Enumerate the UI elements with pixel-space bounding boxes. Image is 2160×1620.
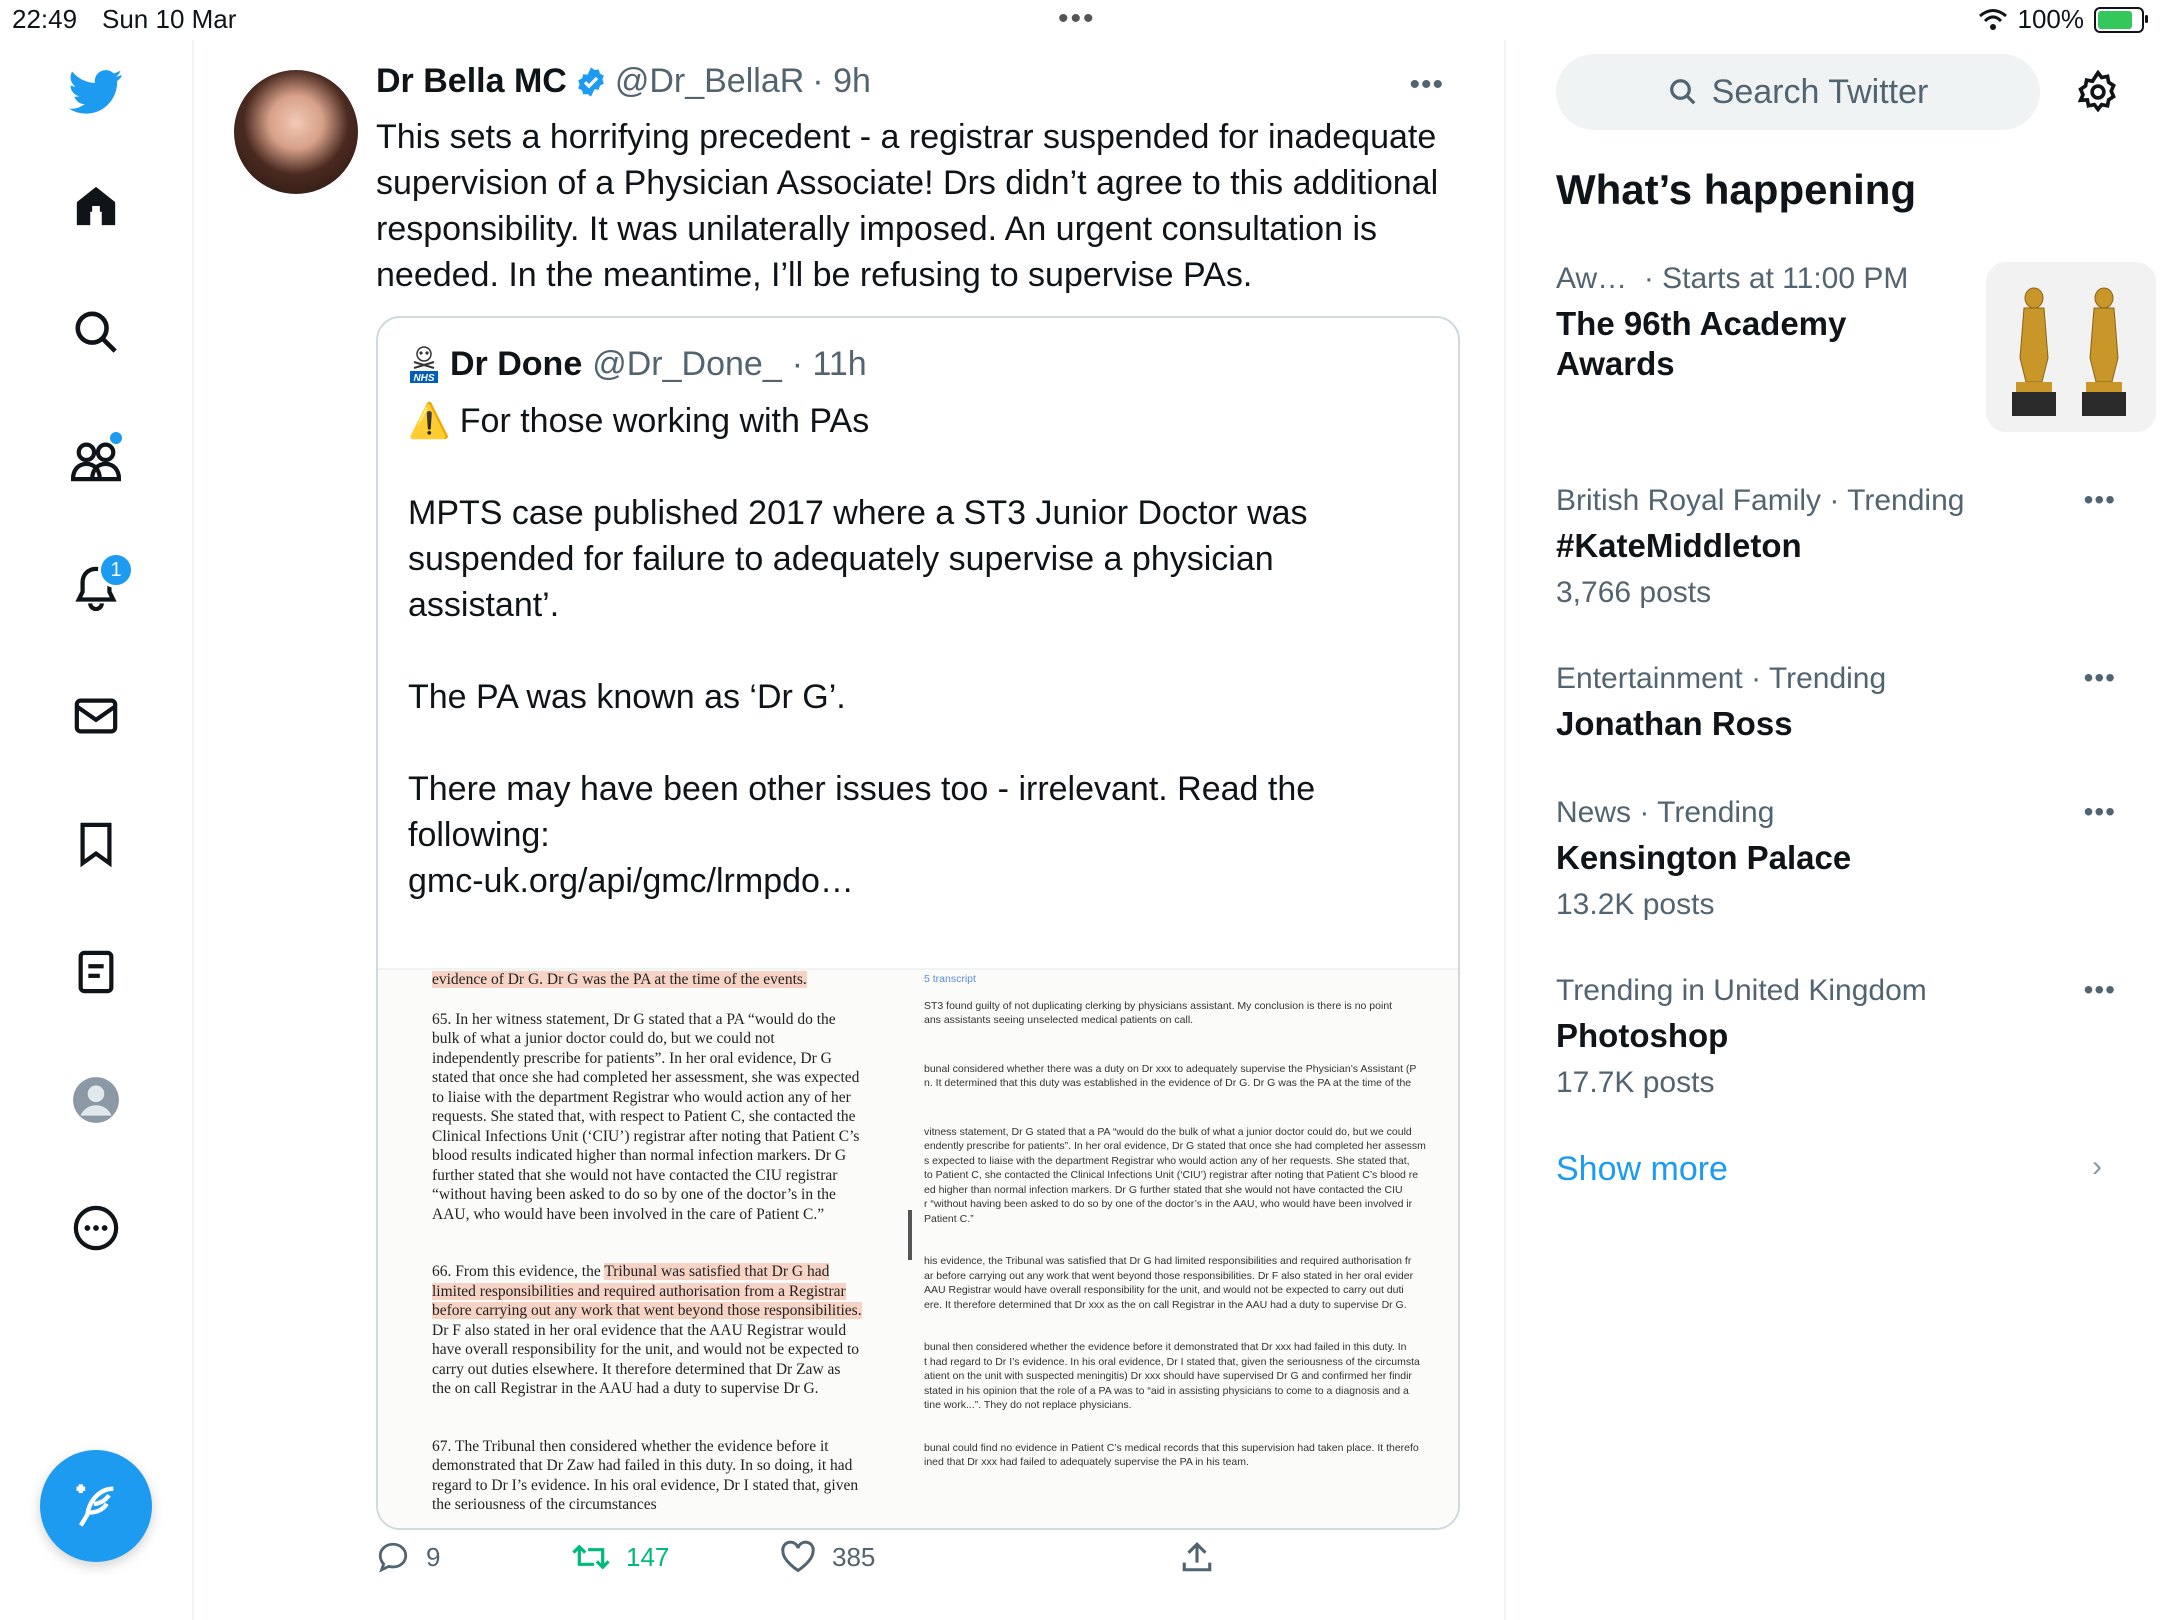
trend-more-icon[interactable]: ••• <box>2083 662 2116 693</box>
quoted-tweet-image[interactable] <box>378 968 1458 1530</box>
tweet-time[interactable]: · 9h <box>812 62 871 100</box>
doc-right-p1: ST3 found guilty of not duplicating clerking by physicians assistant. My conclusion is there is no point ans assistants seeing unselected medical patients on call. <box>924 999 1393 1026</box>
trend-topic: The 96th Academy Awards <box>1556 305 1847 382</box>
heart-icon <box>780 1540 816 1574</box>
share-icon <box>1180 1540 1214 1574</box>
status-date: Sun 10 Mar <box>102 4 237 34</box>
doc-right-link: 5 transcript <box>924 973 976 985</box>
trend-item[interactable] <box>1556 662 2116 744</box>
trend-count: 13.2K posts <box>1556 888 1715 921</box>
doc-right-p6: bunal could find no evidence in Patient C’s medical records that this supervision had taken place. It therefo ined that Dr xxx had failed to adequately supervise the PA in his team. <box>924 1441 1419 1468</box>
timeline-column <box>194 40 1506 1620</box>
wifi-icon <box>1978 8 2008 32</box>
lists-icon[interactable] <box>66 942 126 1002</box>
profile-icon[interactable] <box>66 1070 126 1130</box>
trend-item[interactable] <box>1556 796 2116 922</box>
trend-meta: News · Trending <box>1556 796 1775 829</box>
trend-item[interactable] <box>1556 484 2116 610</box>
bookmarks-icon[interactable] <box>66 814 126 874</box>
search-placeholder: Search Twitter <box>1711 72 1929 111</box>
retweet-count: 147 <box>626 1541 670 1572</box>
show-more-link[interactable]: Show more <box>1556 1150 1728 1188</box>
quoted-tweet-header <box>408 344 867 384</box>
reply-count: 9 <box>426 1541 441 1572</box>
communities-dot-badge <box>110 432 122 444</box>
doc-para-66-start: 66. From this evidence, the <box>432 1263 605 1280</box>
doc-right-p3: vitness statement, Dr G stated that a PA “would do the bulk of what a junior doctor could do, but we could endently prescribe for patients”. In her oral evidence, Dr G stated that once she had completed her assessm s expected to liaise with the department Registrar who would action any of her requests. She stated that, to Patient C, she contacted the Clinical Infections Unit (‘CIU’) registrar after noting that Patient C’s blood re ed higher than normal infection markers. Dr G further stated that she would not have contacted the CIU r “without having been asked to do so by one of the doctor’s in the AAU, who would have been involved ir Patient C.” <box>924 1125 1426 1225</box>
document-split-handle <box>908 1210 912 1260</box>
whats-happening-title: What’s happening <box>1556 166 1917 213</box>
retweet-button[interactable] <box>572 1540 669 1574</box>
trend-meta: British Royal Family · Trending <box>1556 484 1965 517</box>
trend-more-icon[interactable]: ••• <box>2083 484 2116 515</box>
reply-icon <box>376 1540 410 1574</box>
doc-right-p5: bunal then considered whether the evidence before it demonstrated that Dr xxx had failed in this duty. In t had regard to Dr I’s evidence. In his oral evidence, Dr I stated that, given the seriousness of the circumsta atient on the unit with suspected meningitis) Dr xxx should have supervised Dr G and confirmed her findir stated in his opinion that the role of a PA was to “aid in assisting physicians to come to a diagnosis and a tine work...”. They do not replace physicians. <box>924 1341 1420 1411</box>
home-icon[interactable] <box>66 176 126 236</box>
notifications-icon[interactable] <box>66 558 126 618</box>
document-left-page <box>432 970 862 1530</box>
trend-topic: Photoshop <box>1556 1017 1729 1054</box>
trend-count: 17.7K posts <box>1556 1066 1715 1099</box>
svg-text:NHS: NHS <box>413 373 435 384</box>
quoted-tweet[interactable] <box>376 316 1460 1530</box>
reply-button[interactable] <box>376 1540 440 1574</box>
retweet-icon <box>572 1540 610 1574</box>
right-sidebar <box>1506 40 2160 1620</box>
trend-meta: Entertainment · Trending <box>1556 662 1887 695</box>
event-time: · Starts at 11:00 PM <box>1643 262 1909 295</box>
doc-para-67: 67. The Tribunal then considered whether the evidence before it demonstrated that Dr Zaw had failed in this duty. In so doing, it had regard to Dr I’s evidence. In his oral evidence, Dr I stated that, given the seriousness of the circumstances <box>432 1437 859 1513</box>
chevron-right-icon: › <box>2092 1150 2102 1183</box>
battery-icon <box>2094 7 2144 33</box>
multitasking-dots-icon[interactable]: ••• <box>1058 2 1096 35</box>
twitter-logo-icon[interactable] <box>66 62 126 122</box>
doc-highlight-top: evidence of Dr G. Dr G was the PA at the time of the events. <box>432 971 807 988</box>
communities-icon[interactable] <box>66 430 126 490</box>
trend-item[interactable] <box>1556 974 2116 1100</box>
doc-para-66-highlight: Tribunal was satisfied that Dr G had limited responsibilities and required authorisation from a Registrar before carrying out any work that went beyond those responsibilities. <box>432 1263 862 1319</box>
share-button[interactable] <box>1180 1540 1214 1574</box>
quoted-avatar-icon[interactable] <box>408 344 440 384</box>
trend-meta: Trending in United Kingdom <box>1556 974 1927 1007</box>
doc-right-p2: bunal considered whether there was a duty on Dr xxx to adequately supervise the Physician’s Assistant (P n. It determined that this duty was established in the evidence of Dr G. Dr G was the PA at the time of the <box>924 1062 1417 1089</box>
academy-awards-image <box>1986 262 2156 432</box>
trend-more-icon[interactable]: ••• <box>2083 796 2116 827</box>
status-time: 22:49 <box>12 4 78 34</box>
search-icon <box>1668 77 1698 107</box>
quoted-author-name[interactable]: Dr Done <box>450 344 583 383</box>
status-bar <box>0 0 2160 40</box>
trend-more-icon[interactable]: ••• <box>2083 974 2116 1005</box>
trend-topic: Jonathan Ross <box>1556 705 1793 742</box>
verified-badge-icon <box>575 66 607 98</box>
left-nav <box>0 40 194 1620</box>
notifications-badge: 1 <box>98 552 134 588</box>
tweet-text: This sets a horrifying precedent - a registrar suspended for inadequate supervision of a Physician Associate! Drs didn’t agree to this additional responsibility. It was unilaterally imposed. An urgent consultation is needed. In the meantime, I’ll be refusing to supervise PAs. <box>376 118 1439 294</box>
trend-item-academy-awards[interactable] <box>1556 262 2116 384</box>
more-circle-icon[interactable] <box>66 1198 126 1258</box>
status-right <box>1978 4 2145 35</box>
tweet-header <box>376 62 871 101</box>
doc-para-66-end: Dr F also stated in her oral evidence that the AAU Registrar would have overall responsibility for the unit, and would not be expected to carry out duties elsewhere. It therefore determined that Dr Zaw as the on call Registrar in the AAU had a duty to supervise Dr G. <box>432 1321 859 1397</box>
like-count: 385 <box>832 1541 876 1572</box>
compose-tweet-button[interactable] <box>40 1450 152 1562</box>
event-category: Aw… <box>1556 262 1628 295</box>
tweet-more-icon[interactable]: ••• <box>1409 68 1444 101</box>
like-button[interactable] <box>780 1540 875 1574</box>
doc-para-66 <box>432 1262 862 1399</box>
messages-icon[interactable] <box>66 686 126 746</box>
doc-para-65: 65. In her witness statement, Dr G stated that a PA “would do the bulk of what a junior doctor could do, but we could not independently prescribe for patients”. In her oral evidence, Dr G stated that once she had completed her assessment, she was expected to liaise with the department Registrar who would action any of her requests. She stated that, with respect to Patient C, she contacted the Clinical Infections Unit (‘CIU’) registrar after noting that Patient C’s blood results indicated higher than normal infection markers. Dr G further stated that she would not have contacted the CIU registrar “without having been asked to do so by one of the doctor’s in the AAU, who would have been involved in the care of Patient C.” <box>432 1010 860 1223</box>
author-handle[interactable]: @Dr_BellaR <box>614 62 805 100</box>
author-avatar[interactable] <box>234 70 358 194</box>
document-right-page <box>924 972 1458 1488</box>
feather-plus-icon <box>70 1480 122 1532</box>
quoted-tweet-time[interactable]: · 11h <box>791 344 867 383</box>
settings-gear-icon[interactable] <box>2072 66 2124 118</box>
battery-percent: 100% <box>2017 4 2084 34</box>
trend-count: 3,766 posts <box>1556 576 1712 609</box>
doc-right-p4: his evidence, the Tribunal was satisfied that Dr G had limited responsibilities and required authorisation fr ar before carrying out any work that went beyond those responsibilities. Dr F also stated in her oral evider AAU Registrar would have overall responsibility for the unit, and would not be expected to carry out duti ere. It therefore determined that Dr xxx as the on call Registrar in the AAU had a duty to supervise Dr G. <box>924 1255 1414 1311</box>
trend-topic: #KateMiddleton <box>1556 527 1802 564</box>
search-icon[interactable] <box>66 302 126 362</box>
search-field[interactable] <box>1556 54 2040 130</box>
tweet-actions <box>376 1540 1376 1600</box>
quoted-tweet-text: ⚠️ For those working with PAs MPTS case published 2017 where a ST3 Junior Doctor was suspended for failure to adequately supervise a physician assistant’. The PA was known as ‘Dr G’. There may have been other issues too - irrelevant. Read the following: gmc-uk.org/api/gmc/lrmpdo… <box>408 402 1316 900</box>
author-name[interactable]: Dr Bella MC <box>376 62 567 100</box>
trend-topic: Kensington Palace <box>1556 839 1852 876</box>
quoted-author-handle[interactable]: @Dr_Done_ <box>592 344 782 383</box>
